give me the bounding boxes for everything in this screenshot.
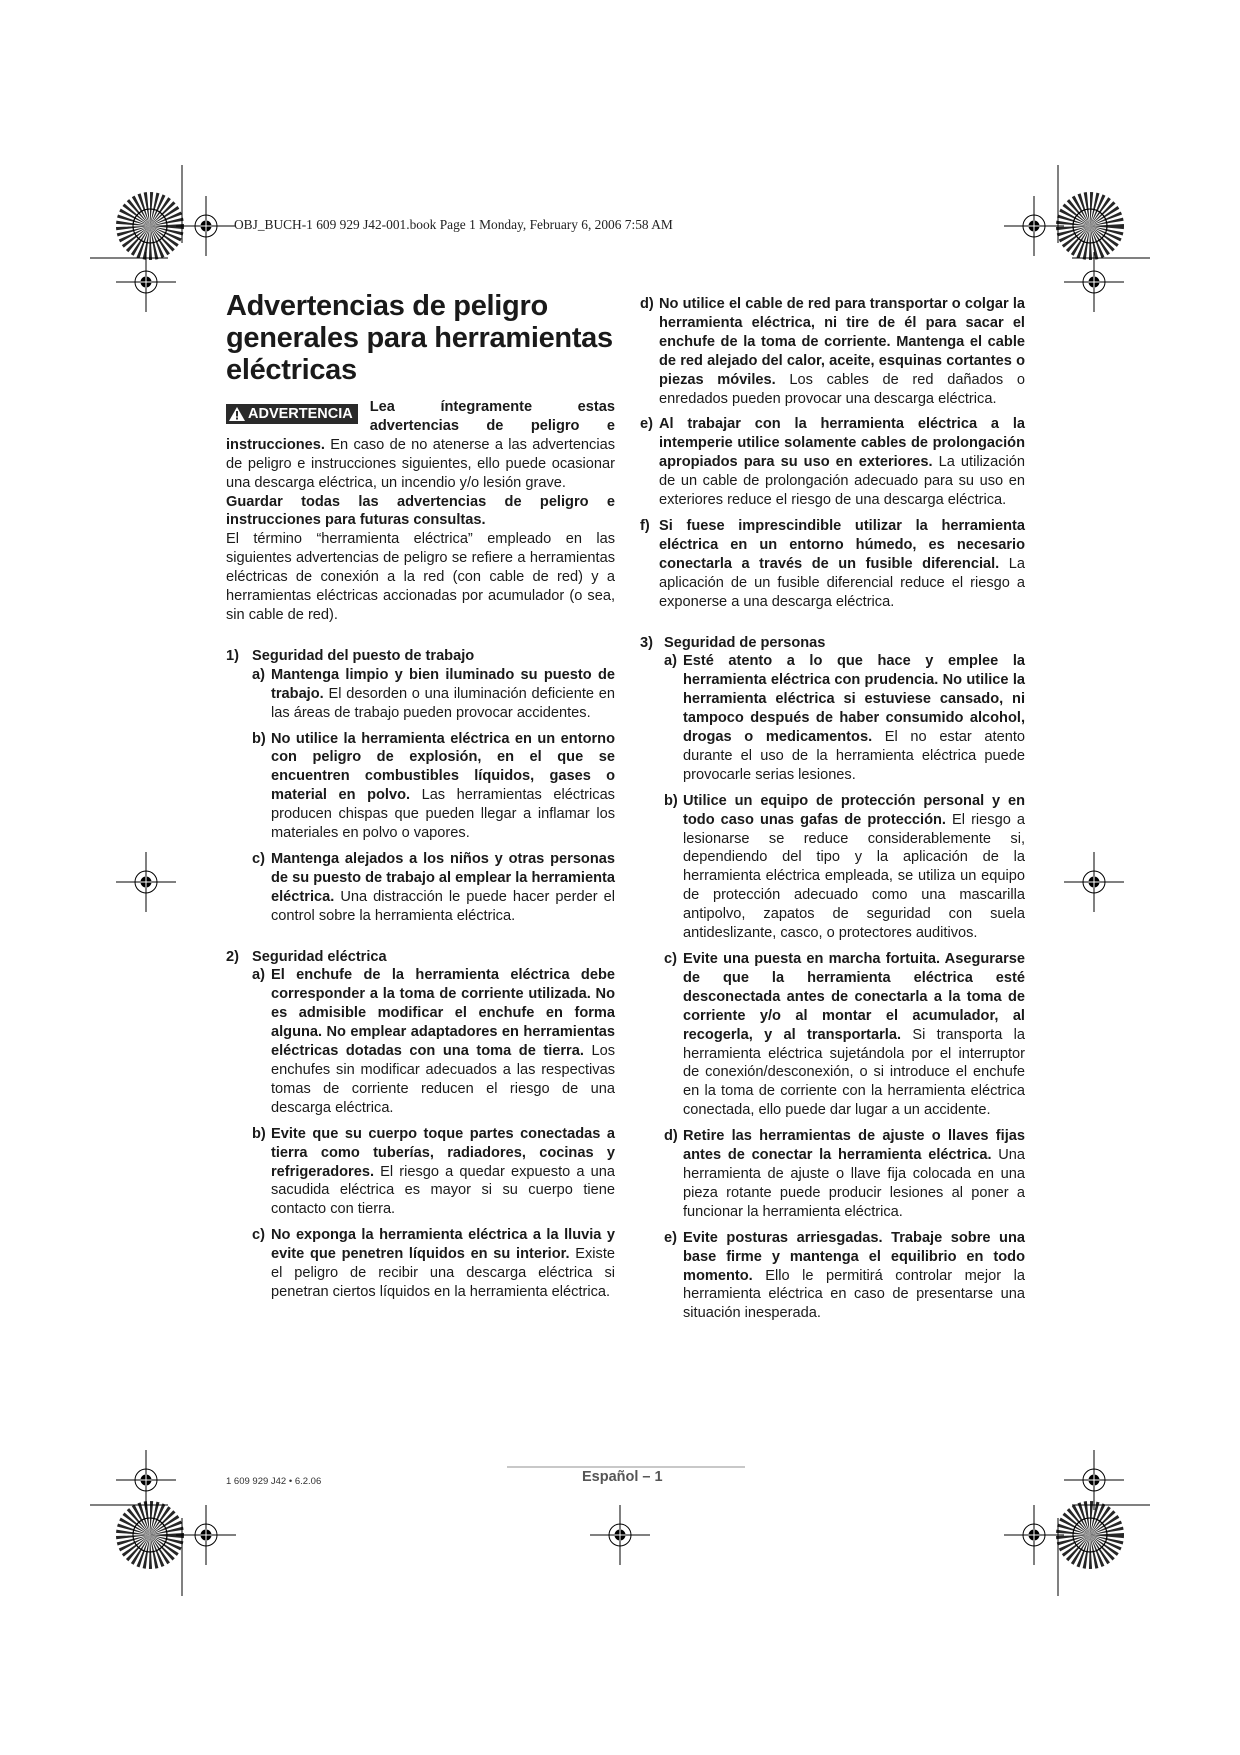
page-number: Español – 1 <box>582 1469 663 1485</box>
section-title: Seguridad de personas <box>664 634 826 651</box>
list-item: a) El enchufe de la herramienta eléctrica debe corresponder a la toma de corriente utilizada. No es admisible modificar el enchufe en forma alguna. No emplear adaptadores en herramientas eléctricas dotadas con una toma de tierra. Los enchufes sin modificar adecuados a las respectivas tomas de corriente reducen el riesgo de una descarga eléctrica. <box>252 967 615 1116</box>
list-item: c) No exponga la herramienta eléctrica a la lluvia y evite que penetren líquidos en su interior. Existe el peligro de recibir una descarga eléctrica si penetran ciertos líquidos en la herramienta eléctrica. <box>252 1227 615 1300</box>
list-item: c) Evite una puesta en marcha fortuita. Asegurarse de que la herramienta eléctrica esté desconectada antes de conectarla a la toma de corriente y/o al montar el acumulador, al recogerla, y al transportarla. Si transporta la herramienta eléctrica sujetándola por el interruptor de conexión/desconexión, o si introduce el enchufe en la toma de corriente con la herramienta eléctrica conectada, ello puede dar lugar a un accidente. <box>664 951 1025 1119</box>
warning-text: En caso de no atenerse a las advertencias de peligro e instrucciones siguientes, ello puede ocasionar una descarga eléctrica, un incendio y/o lesión grave. <box>226 436 615 491</box>
list-item: b) No utilice la herramienta eléctrica en un entorno con peligro de explosión, en el que se encuentren combustibles líquidos, gases o material en polvo. Las herramientas eléctricas producen chispas que pueden llegar a inflamar los materiales en polvo o vapores. <box>252 730 615 842</box>
warning-lead: Lea íntegramente estas advertencias de peligro e instrucciones. <box>226 399 615 453</box>
section-number: 2) <box>226 948 239 965</box>
file-slug: OBJ_BUCH-1 609 929 J42-001.book Page 1 Monday, February 6, 2006 7:58 AM <box>234 217 673 232</box>
keep-instructions: Guardar todas las advertencias de peligro e instrucciones para futuras consultas. <box>226 493 615 529</box>
warning-badge: ADVERTENCIA <box>226 404 358 424</box>
section-title: Seguridad eléctrica <box>252 948 387 965</box>
warning-triangle-icon <box>229 407 245 421</box>
list-item: a) Mantenga limpio y bien iluminado su puesto de trabajo. El desorden o una iluminación deficiente en las áreas de trabajo pueden provocar accidentes. <box>252 666 615 721</box>
page-title: Advertencias de peligro generales para herramientas eléctricas <box>226 290 613 386</box>
section-title: Seguridad del puesto de trabajo <box>252 647 475 664</box>
section-number: 1) <box>226 647 239 664</box>
section-number: 3) <box>640 634 653 651</box>
list-item: d) No utilice el cable de red para transportar o colgar la herramienta eléctrica, ni tire de él para sacar el enchufe de la toma de corriente. Mantenga el cable de red alejado del calor, aceite, esquinas cortantes o piezas móviles. Los cables de red dañados o enredados pueden provocar una descarga eléctrica. <box>640 296 1026 407</box>
section-2 <box>226 948 615 1302</box>
list-item: c) Mantenga alejados a los niños y otras personas de su puesto de trabajo al emplear la herramienta eléctrica. Una distracción le puede hacer perder el control sobre la herramienta eléctrica. <box>252 850 615 924</box>
list-item: f) Si fuese imprescindible utilizar la herramienta eléctrica en un entorno húmedo, es necesario conectarla a través de un fusible diferencial. La aplicación de un fusible diferencial reduce el riesgo a exponerse a una descarga eléctrica. <box>640 517 1025 610</box>
document-code: 1 609 929 J42 • 6.2.06 <box>226 1476 322 1487</box>
list-item: a) Esté atento a lo que hace y emplee la herramienta eléctrica con prudencia. No utilice la herramienta eléctrica si estuviese cansado, ni tampoco después de haber consumido alcohol, drogas o medicamentos. El no estar atento durante el uso de la herramienta eléctrica puede provocarle serias lesiones. <box>664 653 1025 783</box>
right-column <box>640 295 1025 1323</box>
term-definition: El término “herramienta eléctrica” empleado en las siguientes advertencias de peligro se refiere a herramientas eléctricas de conexión a la red (con cable de red) y a herramientas eléctricas accionadas por acumulador (o sea, sin cable de red). <box>226 531 615 623</box>
section-3 <box>640 634 1025 1324</box>
list-item: e) Al trabajar con la herramienta eléctrica a la intemperie utilice solamente cables de prolongación apropiados para su uso en exteriores. La utilización de un cable de prolongación adecuado para su uso en exteriores reduce el riesgo de una descarga eléctrica. <box>640 416 1025 509</box>
left-column <box>226 290 615 1302</box>
footer-divider <box>507 1466 745 1468</box>
section-1 <box>226 647 615 926</box>
list-item: b) Evite que su cuerpo toque partes conectadas a tierra como tuberías, radiadores, cocinas y refrigeradores. El riesgo a quedar expuesto a una sacudida eléctrica es mayor si su cuerpo tiene contacto con tierra. <box>252 1125 615 1218</box>
list-item: b) Utilice un equipo de protección personal y en todo caso unas gafas de protección. El riesgo a lesionarse se reduce considerablemente si, dependiendo del tipo y la aplicación de la herramienta eléctrica empleada, se utiliza un equipo de protección adecuado como una mascarilla antipolvo, zapatos de seguridad con suela antideslizante, casco, o protectores auditivos. <box>664 792 1025 942</box>
warning-paragraph <box>226 398 615 493</box>
list-item: d) Retire las herramientas de ajuste o llaves fijas antes de conectar la herramienta eléctrica. Una herramienta de ajuste o llave fija colocada en una pieza rotante puede producir lesiones al poner a funcionar la herramienta eléctrica. <box>664 1128 1025 1220</box>
list-item: e) Evite posturas arriesgadas. Trabaje sobre una base firme y mantenga el equilibrio en todo momento. Ello le permitirá controlar mejor la herramienta eléctrica en caso de presentarse una situación inesperada. <box>664 1229 1025 1322</box>
